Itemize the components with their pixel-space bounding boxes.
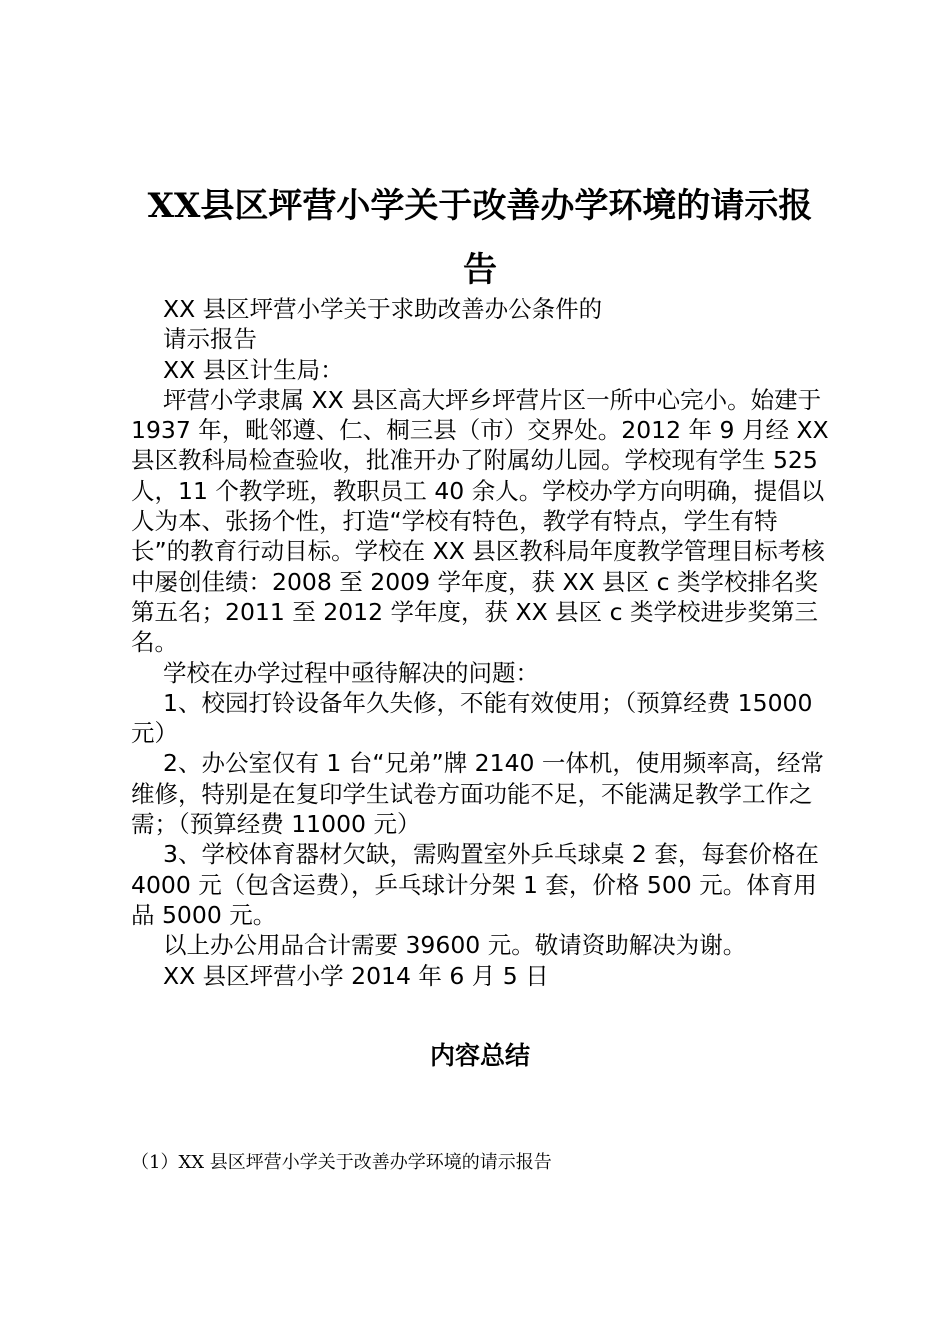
title-line-2: 告 xyxy=(463,250,497,290)
body-paragraph-item-2: 2、办公室仅有 1 台“兄弟”牌 2140 一体机，使用频率高，经常维修，特别是在复印学生试卷方面功能不足，不能满足教学工作之需；（预算经费 11000 元） xyxy=(131,749,824,839)
body-paragraph-item-3: 3、学校体育器材欠缺，需购置室外乒乓球桌 2 套，每套价格在 4000 元（包含运费），乒乓球计分架 1 套，价格 500 元。体育用品 5000 元。 xyxy=(131,840,827,929)
summary-heading: 内容总结 xyxy=(429,1041,530,1070)
body-paragraph-introduction: 坪营小学隶属 XX 县区高大坪乡坪营片区一所中心完小。始建于 1937 年，毗邻遵、仁、桐三县（市）交界处。2012 年 9 月经 XX 县区教科局检查验收，批准开办了附属幼儿园。学校现有学生 525 人，11 个教学班，教职员工 40 余人。学校办学方向明确，提倡以人为本、张扬个性，打造“学校有特色，教学有特点，学生有特长”的教育行动目标。学校在 XX 县区教科局年度教学管理目标考核中屡创佳绩：2008 至 2009 学年度，获 XX 县区 c 类学校排名奖第五名；2011 至 2012 学年度，获 XX 县区 c 类学校进步奖第三名。 xyxy=(131,385,837,657)
document-body xyxy=(131,294,837,991)
summary-item: （1）XX 县区坪营小学关于改善办学环境的请示报告 xyxy=(131,1152,552,1173)
body-paragraph-heading-1: XX 县区坪营小学关于求助改善办公条件的 xyxy=(163,295,603,323)
body-paragraph-heading-2: 请示报告 xyxy=(163,325,257,354)
body-paragraph-signature: XX 县区坪营小学 2014 年 6 月 5 日 xyxy=(163,961,549,990)
body-paragraph-total: 以上办公用品合计需要 39600 元。敬请资助解决为谢。 xyxy=(163,931,747,960)
body-paragraph-item-1: 1、校园打铃设备年久失修，不能有效使用；（预算经费 15000 元） xyxy=(131,688,820,748)
body-paragraph-salutation: XX 县区计生局： xyxy=(163,355,344,384)
body-paragraph-problems-intro: 学校在办学过程中亟待解决的问题： xyxy=(163,658,539,687)
document-title xyxy=(120,174,840,302)
title-line-1: XX县区坪营小学关于改善办学环境的请示报 xyxy=(147,186,813,226)
